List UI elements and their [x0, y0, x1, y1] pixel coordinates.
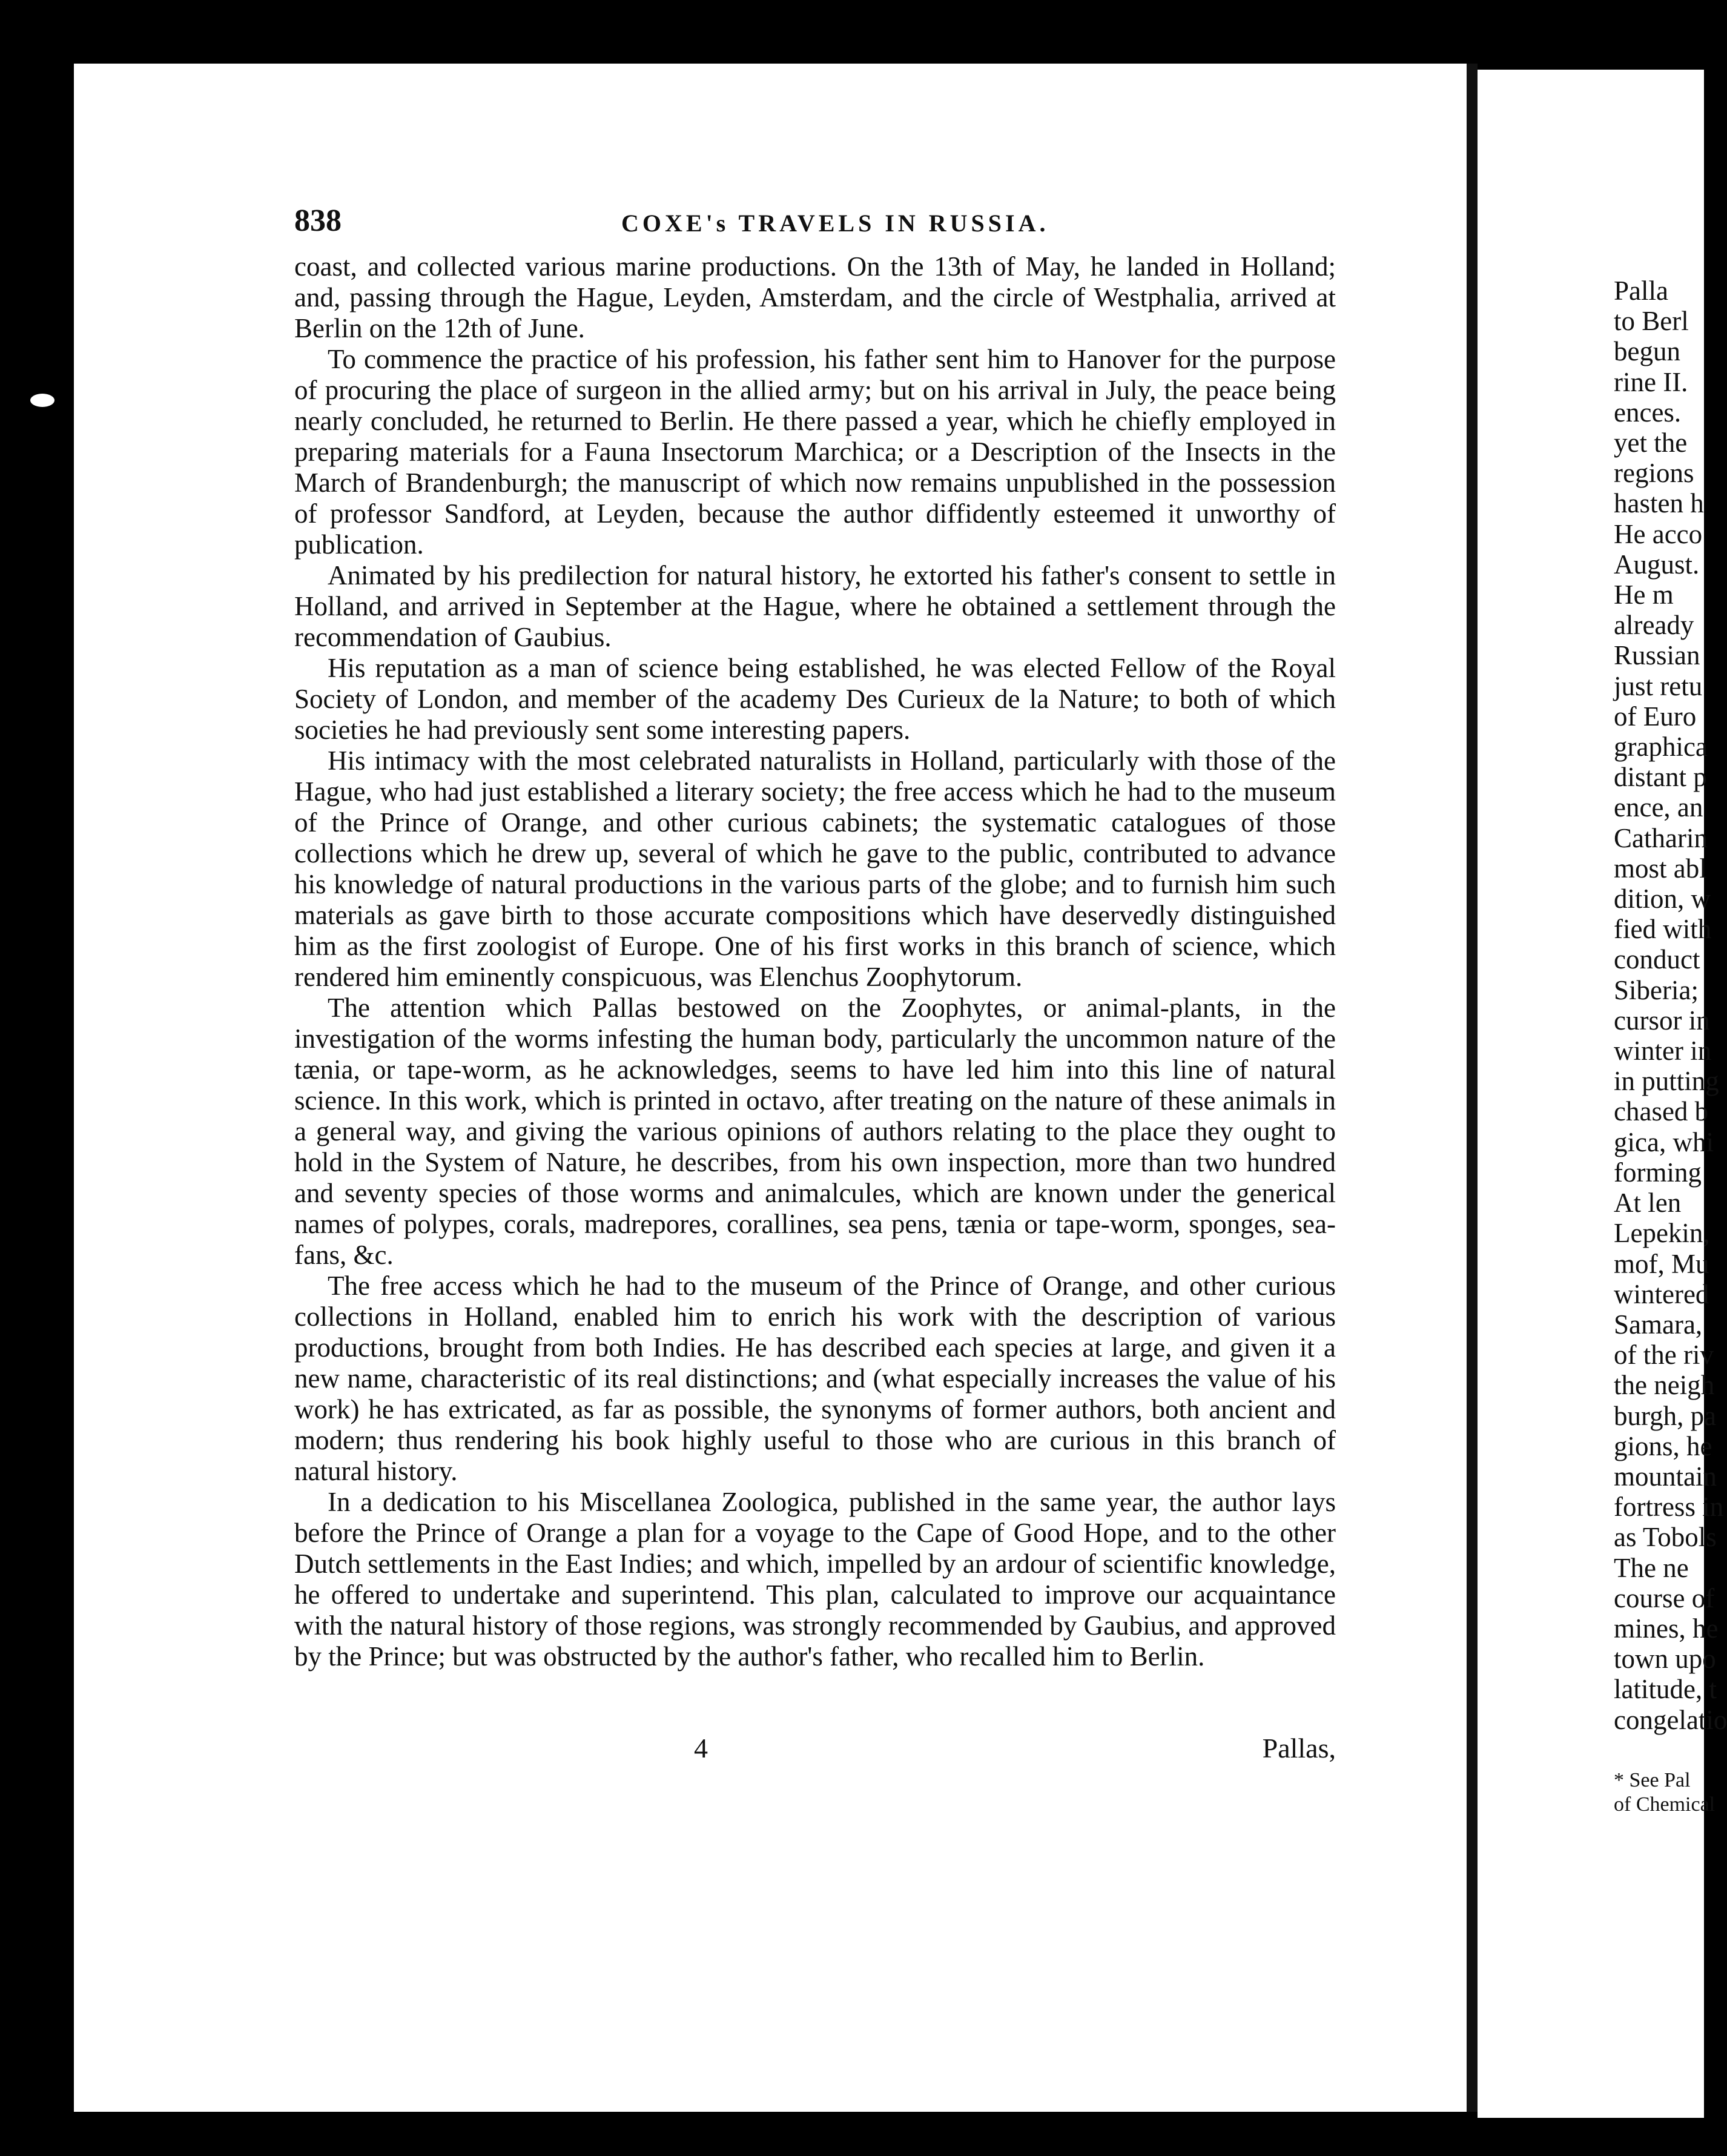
- right-page-line: regions: [1614, 458, 1694, 489]
- right-page-line: gica, whi: [1614, 1126, 1714, 1157]
- signature-mark: 4: [694, 1733, 708, 1764]
- right-page-line: conduct: [1614, 944, 1700, 975]
- right-page-footnotes: [1614, 1768, 1715, 1823]
- page-header: [294, 203, 1336, 251]
- right-page-line: as Tobols: [1614, 1522, 1717, 1553]
- right-page-footnote: * See Pal: [1614, 1769, 1691, 1791]
- right-page-line: already: [1614, 610, 1694, 641]
- paragraph: Animated by his predilection for natural history, he extorted his father's consent to settle in Holland, and arrived in September at the Hague, where he obtained a settlement through the recommendation of Gaubius.: [294, 560, 1336, 652]
- right-page-line: of Euro: [1614, 701, 1697, 732]
- right-page-line: cursor in: [1614, 1005, 1710, 1036]
- right-page-line: Palla: [1614, 276, 1668, 306]
- right-page-line: congelatio: [1614, 1704, 1727, 1735]
- right-page-line: yet the: [1614, 428, 1688, 458]
- right-page-line: to Berl: [1614, 306, 1689, 337]
- right-page-line: winter in: [1614, 1036, 1712, 1066]
- right-page-line: Catharin: [1614, 822, 1708, 853]
- right-page-line: graphica: [1614, 732, 1708, 762]
- right-page-line: mountain: [1614, 1461, 1717, 1492]
- right-page-line: mines, he: [1614, 1613, 1719, 1644]
- paragraph: To commence the practice of his profession, his father sent him to Hanover for the purpose of procuring the place of surgeon in the allied army; but on his arrival in July, the peace being nearly concluded, he returned to Berlin. He there passed a year, which he chiefly employed in preparing materials for a Fauna Insectorum Marchica; or a Description of the Insects in the March of Brandenburgh; the manuscript of which now remains unpublished in the possession of professor Sandford, at Leyden, because the author diffidently esteemed it unworthy of publication.: [294, 344, 1336, 560]
- book-gutter: [1467, 64, 1478, 2112]
- right-page-line: fortress in: [1614, 1492, 1724, 1523]
- right-page-line: the neigh: [1614, 1370, 1715, 1401]
- body-text: [294, 251, 1336, 1729]
- paragraph: The free access which he had to the museum of the Prince of Orange, and other curious collections in Holland, enabled him to enrich his work with the description of various productions, brought from both Indies. He has described each species at large, and given it a new name, characteristic of its real distinctions; and (what especially increases the value of his work) he has extricated, as far as possible, the synonyms of former authors, both ancient and modern; thus rendering his book highly useful to those who are curious in this branch of natural history.: [294, 1271, 1336, 1486]
- right-page-line: fied with: [1614, 914, 1712, 945]
- right-page-line: forming: [1614, 1157, 1702, 1188]
- scan-speck: [512, 2047, 523, 2083]
- right-page-line: latitude, t: [1614, 1674, 1717, 1705]
- paragraph: His reputation as a man of science being established, he was elected Fellow of the Royal Society of London, and member of the academy Des Curieux de la Nature; to both of which societies he had previously sent some interesting papers.: [294, 653, 1336, 745]
- right-page-line: dition, w: [1614, 884, 1711, 914]
- right-page-line: He m: [1614, 580, 1674, 610]
- right-page-line: of the riv: [1614, 1340, 1714, 1371]
- right-page-line: hasten h: [1614, 488, 1704, 519]
- right-page-line: burgh, pa: [1614, 1400, 1717, 1431]
- right-page-line: chased b: [1614, 1096, 1709, 1127]
- right-page-line: August.: [1614, 549, 1700, 580]
- page-number: 838: [294, 203, 342, 238]
- right-page-line: Lepekin,: [1614, 1218, 1710, 1249]
- right-page-line: course of: [1614, 1582, 1715, 1613]
- right-page-footnote: of Chemical: [1614, 1793, 1715, 1816]
- paragraph: The attention which Pallas bestowed on the Zoophytes, or animal-plants, in the investigation of the worms infesting the human body, particularly the uncommon nature of the tænia, or tape-worm, as he acknowledges, seems to have led him into this line of natural science. In this work, which is printed in octavo, after treating on the nature of these animals in a general way, and giving the various opinions of authors relating to the place they ought to hold in the System of Nature, he describes, from his own inspection, more than two hundred and seventy species of those worms and animalcules, which are known under the generical names of polypes, corals, madrepores, corallines, sea pens, tænia or tape-worm, sponges, sea-fans, &c.: [294, 993, 1336, 1270]
- scan-speck: [30, 394, 54, 407]
- right-page-text-fragment: [1614, 276, 1727, 1862]
- right-page-line: mof, Mu: [1614, 1248, 1709, 1279]
- page-footer: [294, 1732, 1336, 1774]
- right-page-line: Russian: [1614, 640, 1700, 671]
- right-page-line: town upo: [1614, 1644, 1716, 1675]
- right-page-line: distant p: [1614, 762, 1707, 793]
- right-page-line: The ne: [1614, 1552, 1689, 1583]
- running-head: COXE's TRAVELS IN RUSSIA.: [621, 210, 1049, 237]
- catchword: Pallas,: [1262, 1733, 1336, 1764]
- right-page-line: rine II.: [1614, 366, 1688, 397]
- right-page-line: begun: [1614, 336, 1680, 367]
- right-page-line: Siberia;: [1614, 974, 1699, 1005]
- paragraph: His intimacy with the most celebrated naturalists in Holland, particularly with those of the Hague, who had just established a literary society; the free access which he had to the museum of the Prince of Orange, and other curious cabinets; the systematic catalogues of those collections which he drew up, several of which he gave to the public, contributed to advance his knowledge of natural productions in the various parts of the globe; and to furnish him such materials as gave birth to those accurate compositions which have deservedly distinguished him as the first zoologist of Europe. One of his first works in this branch of science, which rendered him eminently conspicuous, was Elenchus Zoophytorum.: [294, 746, 1336, 992]
- right-page-line: ences.: [1614, 397, 1682, 428]
- right-page-line: He acco: [1614, 518, 1703, 549]
- paragraph: coast, and collected various marine productions. On the 13th of May, he landed in Holland; and, passing through the Hague, Leyden, Amsterdam, and the circle of Westphalia, arrived at Berlin on the 12th of June.: [294, 251, 1336, 343]
- right-page-line: wintered: [1614, 1278, 1709, 1309]
- right-page-line: just retu: [1614, 670, 1703, 701]
- right-page-line: ence, an: [1614, 792, 1703, 823]
- paragraph: In a dedication to his Miscellanea Zoologica, published in the same year, the author lays before the Prince of Orange a plan for a voyage to the Cape of Good Hope, and to the other Dutch settlements in the East Indies; and which, impelled by an ardour of scientific knowledge, he offered to undertake and superintend. This plan, calculated to improve our acquaintance with the natural history of those regions, was strongly recommended by Gaubius, and approved by the Prince; but was obstructed by the author's father, who recalled him to Berlin.: [294, 1487, 1336, 1672]
- right-page-line: in putting: [1614, 1066, 1719, 1097]
- right-page-line: gions, he: [1614, 1430, 1712, 1461]
- right-page-line: Samara,: [1614, 1309, 1703, 1340]
- right-page-line: most abl: [1614, 853, 1707, 884]
- right-page-line: At len: [1614, 1188, 1682, 1219]
